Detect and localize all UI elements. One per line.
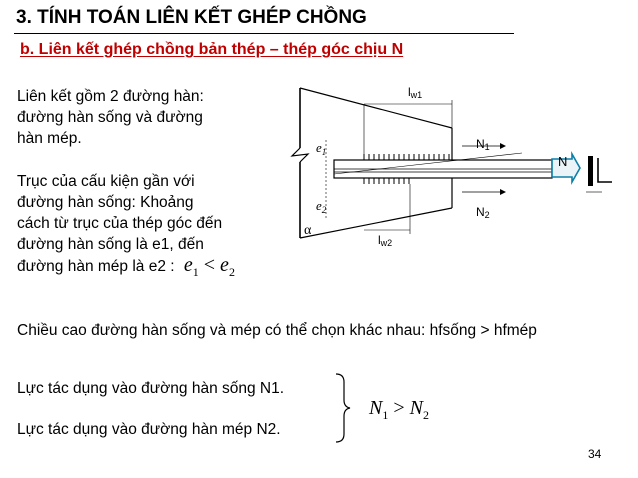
text-line: hàn mép.: [17, 130, 82, 147]
weld-height-note: Chiều cao đường hàn sống và mép có thể chọn khác nhau: hfsống > hfmép: [17, 322, 537, 339]
page-number: 34: [588, 447, 602, 461]
text-line: đường hàn sống là e1, đến: [17, 236, 204, 253]
text-line-with-formula: [17, 255, 235, 283]
weld-description: [17, 86, 204, 149]
formula-e1-less-e2: $e_1 < e_2$: [183, 254, 235, 279]
n-label: N: [558, 154, 568, 169]
title-divider: [14, 33, 514, 34]
e2-label: $e_2$: [316, 198, 327, 215]
lw1-label: lw1: [408, 85, 423, 100]
text-line: đường hàn mép là e2 :: [17, 258, 175, 275]
axis-description: [17, 171, 235, 283]
lap-joint-diagram: [282, 70, 622, 260]
n1-label: N1: [476, 137, 490, 152]
slide-subtitle: b. Liên kết ghép chồng bản thép – thép góc chịu N: [20, 41, 404, 58]
alpha-label: α: [304, 223, 312, 238]
n2-label: N2: [476, 205, 490, 220]
text-line: đường hàn sống và đường: [17, 109, 203, 126]
lw2-label: lw2: [378, 233, 393, 248]
force-line-1: Lực tác dụng vào đường hàn sống N1.: [17, 380, 285, 397]
force-line-2: Lực tác dụng vào đường hàn mép N2.: [17, 421, 281, 438]
formula-n1-greater-n2: $N_1 > N_2$: [369, 397, 429, 422]
text-line: Liên kết gồm 2 đường hàn:: [17, 88, 204, 105]
text-line: đường hàn sống: Khoảng: [17, 194, 194, 211]
e1-label: $e_1$: [316, 140, 327, 157]
text-line: Trục của cấu kiện gần với: [17, 173, 195, 190]
slide-title: 3. TÍNH TOÁN LIÊN KẾT GHÉP CHỒNG: [16, 7, 367, 28]
right-brace-icon: [334, 372, 352, 444]
text-line: cách từ trục của thép góc đến: [17, 215, 223, 232]
